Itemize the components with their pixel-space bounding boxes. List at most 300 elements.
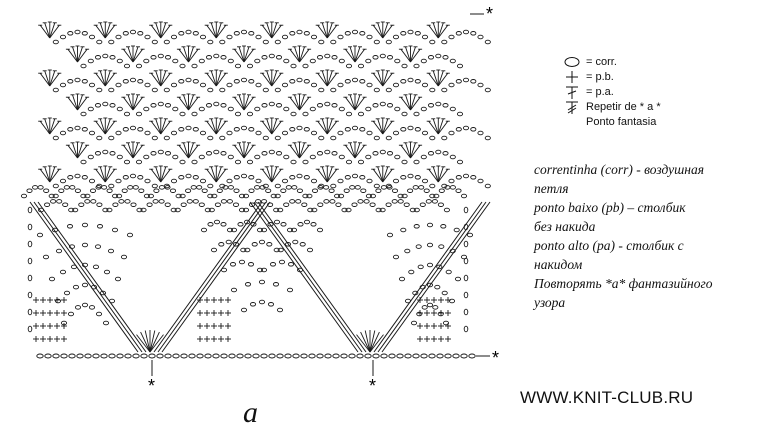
chain-stitch (173, 354, 179, 358)
chain-stitch (300, 243, 305, 247)
chain-stitch (28, 292, 32, 298)
chain-stitch (422, 179, 427, 183)
fan-stitch (350, 47, 355, 62)
chain-stitch (187, 200, 192, 204)
chain-stitch (81, 112, 86, 116)
chain-stitch (60, 131, 65, 135)
chain-stitch (374, 136, 379, 140)
chain-stitch (89, 306, 94, 310)
chain-stitch (82, 32, 87, 36)
chain-stitch (303, 64, 308, 68)
chain-stitch (311, 223, 316, 227)
fan-stitch (401, 145, 411, 158)
chain-stitch (138, 128, 143, 132)
chain-stitch (310, 59, 315, 63)
chain-stitch (214, 220, 219, 224)
chain-stitch (274, 220, 279, 224)
chain-stitch (457, 160, 462, 164)
fan-stitch (211, 23, 216, 38)
chain-stitch (103, 102, 108, 106)
chain-stitch (269, 150, 274, 154)
chain-stitch (247, 112, 252, 116)
fan-stitch (295, 95, 300, 110)
fan-stitch (216, 71, 221, 86)
chain-stitch (269, 54, 274, 58)
chain-stitch (485, 136, 490, 140)
chain-stitch (307, 248, 312, 252)
chain-stitch (219, 243, 224, 247)
fan-stitch (123, 49, 133, 62)
chain-stitch (366, 107, 371, 111)
fan-stitch (295, 47, 300, 62)
fan-stitch (438, 73, 448, 86)
chain-stitch (464, 326, 468, 332)
fan-stitch (123, 145, 133, 158)
chain-stitch (97, 136, 102, 140)
lower-pineapple-section (28, 202, 490, 352)
chain-stitch (199, 203, 204, 207)
chain-stitch (186, 174, 191, 178)
chain-stitch (288, 263, 293, 267)
fan-stitch (189, 143, 194, 158)
chain-stitch (291, 160, 296, 164)
fan-stitch (156, 119, 161, 134)
fan-stitch (355, 95, 360, 110)
chain-stitch (464, 292, 468, 298)
chain-stitch (37, 233, 42, 237)
chain-stitch (471, 176, 476, 180)
fan-stitch (78, 95, 83, 110)
fan-stitch (406, 143, 411, 158)
v-stitch-line (258, 202, 366, 352)
chain-stitch (127, 233, 132, 237)
chain-stitch (82, 243, 87, 247)
chain-stitch (221, 223, 226, 227)
fan-stitch (50, 169, 60, 182)
chain-stitch (45, 203, 50, 207)
chain-stitch (373, 152, 378, 156)
chain-stitch (102, 186, 107, 190)
chain-stitch (116, 179, 121, 183)
chain-stitch (304, 220, 309, 224)
chain-stitch (44, 189, 49, 193)
chain-stitch (319, 88, 324, 92)
fan-stitch (128, 47, 133, 62)
chain-stitch (263, 40, 268, 44)
chain-stitch (422, 35, 427, 39)
chain-stitch (317, 354, 323, 358)
chain-stitch (95, 152, 100, 156)
chain-stitch (214, 102, 219, 106)
fan-stitch (151, 121, 161, 134)
chain-stitch (336, 203, 341, 207)
chain-stitch (338, 179, 343, 183)
fan-stitch (105, 119, 110, 134)
chain-stitch (130, 30, 135, 34)
chain-stitch (374, 88, 379, 92)
chain-stitch (428, 152, 433, 156)
chain-stitch (453, 354, 459, 358)
chain-stitch (275, 88, 280, 92)
chain-stitch (456, 176, 461, 180)
chain-stitch (227, 83, 232, 87)
v-stitch-line (382, 202, 490, 352)
fan-stitch (411, 145, 421, 158)
chain-stitch (259, 280, 264, 284)
chain-stitch (456, 80, 461, 84)
chain-stitch (285, 354, 291, 358)
chain-stitch (164, 136, 169, 140)
chain-stitch (317, 104, 322, 108)
fan-stitch (290, 97, 300, 110)
chain-stitch (221, 104, 226, 108)
fan-stitch (96, 73, 106, 86)
chain-stitch (200, 179, 205, 183)
fan-stitch (100, 119, 105, 134)
fan-stitch (438, 23, 443, 38)
chain-stitch (37, 354, 43, 358)
chain-stitch (430, 88, 435, 92)
chain-stitch (85, 354, 91, 358)
chain-stitch (145, 131, 150, 135)
chain-stitch (241, 308, 246, 312)
chain-stitch (413, 354, 419, 358)
desc-line-4: без накида (534, 219, 596, 234)
chain-stitch (450, 107, 455, 111)
chain-stitch (43, 255, 48, 259)
chain-stitch (75, 126, 80, 130)
v-stitch-line (158, 202, 266, 352)
chain-stitch (276, 152, 281, 156)
chain-stitch (68, 32, 73, 36)
fan-stitch (151, 73, 161, 86)
chain-stitch (144, 59, 149, 63)
chain-stitch (297, 174, 302, 178)
chain-stitch (116, 131, 121, 135)
chain-stitch (415, 32, 420, 36)
chain-stitch (358, 112, 363, 116)
fan-stitch (73, 95, 78, 110)
fan-stitch (318, 73, 328, 86)
fan-stitch (234, 49, 244, 62)
chain-stitch (416, 245, 421, 249)
chain-stitch (436, 54, 441, 58)
fan-stitch (433, 119, 438, 134)
chain-stitch (179, 80, 184, 84)
chain-stitch (424, 189, 429, 193)
fan-stitch (327, 167, 332, 182)
chain-stitch (346, 64, 351, 68)
chain-stitch (364, 200, 369, 204)
fan-stitch (100, 23, 105, 38)
chain-stitch (310, 155, 315, 159)
fan-stitch (373, 73, 383, 86)
chain-stitch (393, 131, 398, 135)
chain-stitch (186, 30, 191, 34)
chain-stitch (419, 186, 424, 190)
chain-stitch (117, 107, 122, 111)
chain-stitch (241, 174, 246, 178)
chain-stitch (217, 189, 222, 193)
chain-stitch (464, 258, 468, 264)
chain-stitch (193, 176, 198, 180)
chain-stitch (60, 270, 65, 274)
fan-stitch (433, 23, 438, 38)
chain-stitch (112, 228, 117, 232)
chain-stitch (345, 32, 350, 36)
v-stitch-line (162, 202, 270, 352)
chain-stitch (60, 83, 65, 87)
chain-stitch (374, 184, 379, 188)
chain-stitch (103, 321, 108, 325)
chain-stitch (82, 223, 87, 227)
chain-stitch (427, 263, 432, 267)
chain-stitch (352, 203, 357, 207)
fan-stitch (45, 167, 50, 182)
chain-stitch (214, 150, 219, 154)
chain-stitch (70, 186, 75, 190)
chain-stitch (255, 155, 260, 159)
single-crochet-cross-icon (560, 70, 586, 84)
chain-stitch (228, 155, 233, 159)
fan-stitch (189, 47, 194, 62)
chain-stitch (21, 194, 26, 198)
chain-stitch (414, 160, 419, 164)
chain-stitch (93, 265, 98, 269)
fan-stitch (244, 97, 254, 110)
chain-stitch (249, 128, 254, 132)
v-stitch-line (38, 202, 146, 352)
chain-stitch (319, 40, 324, 44)
fan-stitch (207, 169, 217, 182)
fan-stitch (207, 25, 217, 38)
chain-stitch (401, 176, 406, 180)
chain-stitch (75, 78, 80, 82)
chain-stitch (75, 306, 80, 310)
chain-stitch (352, 30, 357, 34)
v-stitch-line (254, 202, 362, 352)
v-stitch-line (250, 202, 358, 352)
chain-stitch (234, 32, 239, 36)
chain-stitch (109, 299, 114, 303)
chain-stitch (269, 354, 275, 358)
fan-stitch (133, 145, 143, 158)
chain-stitch (341, 354, 347, 358)
chain-stitch (133, 354, 139, 358)
chain-stitch (208, 223, 213, 227)
fan-stitch (73, 143, 78, 158)
fan-stitch (350, 143, 355, 158)
chain-stitch (443, 152, 448, 156)
chain-stitch (450, 155, 455, 159)
chain-stitch (28, 326, 32, 332)
fan-stitch (373, 121, 383, 134)
chain-stitch (63, 203, 68, 207)
fan-stitch (244, 95, 249, 110)
fan-stitch (244, 143, 249, 158)
chain-stitch (325, 150, 330, 154)
chain-stitch (401, 32, 406, 36)
fan-stitch (105, 167, 110, 182)
chain-stitch (331, 184, 336, 188)
legend-row-repeat (560, 99, 661, 114)
chain-stitch (438, 203, 443, 207)
chain-stitch (332, 56, 337, 60)
fan-stitch (272, 23, 277, 38)
chain-stitch (370, 203, 375, 207)
chain-stitch (189, 354, 195, 358)
chain-stitch (158, 150, 163, 154)
chain-stitch (38, 186, 43, 190)
chain-stitch (297, 78, 302, 82)
fan-stitch (373, 25, 383, 38)
fan-stitch (216, 169, 226, 182)
desc-line-8: узора (534, 295, 566, 310)
fan-stitch (68, 49, 78, 62)
chain-stitch (446, 270, 451, 274)
chain-stitch (89, 35, 94, 39)
chain-stitch (282, 179, 287, 183)
chain-stitch (302, 203, 307, 207)
legend-row-pa (560, 84, 661, 99)
chain-stitch (231, 288, 236, 292)
fan-stitch (373, 169, 383, 182)
chain-stitch (380, 150, 385, 154)
chain-stitch (380, 102, 385, 106)
fan-stitch (161, 121, 171, 134)
fan-stitch (244, 145, 254, 158)
chain-stitch (442, 40, 447, 44)
chain-stitch (437, 354, 443, 358)
chain-stitch (346, 160, 351, 164)
chain-stitch (262, 56, 267, 60)
chain-stitch (110, 152, 115, 156)
chain-stitch (128, 186, 133, 190)
chain-arc-band (21, 186, 466, 212)
chain-stitch (318, 203, 323, 207)
chain-stitch (226, 240, 231, 244)
v-stitch-line (30, 202, 138, 352)
diagram-label: a (243, 396, 258, 429)
chain-stitch (357, 354, 363, 358)
fan-stitch (300, 49, 310, 62)
chain-stitch (28, 207, 32, 213)
chain-stitch (408, 189, 413, 193)
chain-stitch (358, 160, 363, 164)
chain-stitch (139, 189, 144, 193)
chain-stitch (290, 80, 295, 84)
chain-stitch (290, 176, 295, 180)
fan-stitch (267, 119, 272, 134)
chain-stitch (365, 354, 371, 358)
chain-stitch (414, 112, 419, 116)
fan-stitch (40, 169, 50, 182)
chain-stitch (130, 174, 135, 178)
chain-stitch (158, 102, 163, 106)
chain-stitch (104, 270, 109, 274)
chain-stitch (386, 203, 391, 207)
fan-stitch (161, 25, 171, 38)
chain-stitch (227, 179, 232, 183)
fan-stitch (189, 95, 194, 110)
fan-stitch (318, 121, 328, 134)
fan-stitch (272, 121, 282, 134)
chain-stitch (136, 112, 141, 116)
chain-stitch (97, 88, 102, 92)
chain-stitch (360, 176, 365, 180)
chain-stitch (199, 59, 204, 63)
chain-stitch (461, 194, 466, 198)
chain-stitch (427, 303, 432, 307)
chain-stitch (284, 155, 289, 159)
chain-stitch (428, 56, 433, 60)
chain-stitch (286, 186, 291, 190)
chain-stitch (28, 275, 32, 281)
chain-stitch (366, 59, 371, 63)
fan-stitch (290, 49, 300, 62)
chain-stitch (110, 56, 115, 60)
chain-stitch (68, 128, 73, 132)
chain-stitch (193, 200, 198, 204)
chain-stitch (435, 285, 440, 289)
chain-stitch (164, 88, 169, 92)
chain-stitch (409, 270, 414, 274)
chain-stitch (109, 136, 114, 140)
chain-stitch (110, 104, 115, 108)
chain-stitch (381, 354, 387, 358)
fan-stitch (327, 169, 337, 182)
chain-stitch (346, 112, 351, 116)
chain-stitch (427, 223, 432, 227)
chain-stitch (471, 128, 476, 132)
chain-stitch (123, 128, 128, 132)
chain-stitch (352, 126, 357, 130)
fan-stitch (73, 47, 78, 62)
chain-stitch (68, 176, 73, 180)
fan-stitch (216, 25, 226, 38)
fan-stitch (262, 73, 272, 86)
chain-stitch (449, 131, 454, 135)
desc-line-2: петля (534, 181, 569, 196)
chain-stitch (158, 54, 163, 58)
chain-stitch (464, 241, 468, 247)
chain-stitch (81, 64, 86, 68)
chain-stitch (325, 354, 331, 358)
chain-stitch (53, 40, 58, 44)
fan-stitch (272, 169, 282, 182)
fan-stitch (300, 97, 310, 110)
chain-stitch (125, 200, 130, 204)
chain-stitch (422, 306, 427, 310)
chain-stitch (281, 223, 286, 227)
chain-stitch (428, 104, 433, 108)
chain-stitch (193, 32, 198, 36)
chain-stitch (51, 200, 56, 204)
chain-stitch (88, 59, 93, 63)
fan-stitch (290, 145, 300, 158)
chain-stitch (478, 131, 483, 135)
chain-stitch (450, 186, 455, 190)
chain-stitch (230, 263, 235, 267)
chain-stitch (445, 354, 451, 358)
chain-stitch (165, 152, 170, 156)
chain-stitch (241, 126, 246, 130)
chain-stitch (159, 200, 164, 204)
chain-stitch (301, 354, 307, 358)
chain-stitch (153, 200, 158, 204)
fan-stitch (45, 23, 50, 38)
chain-stitch (297, 126, 302, 130)
